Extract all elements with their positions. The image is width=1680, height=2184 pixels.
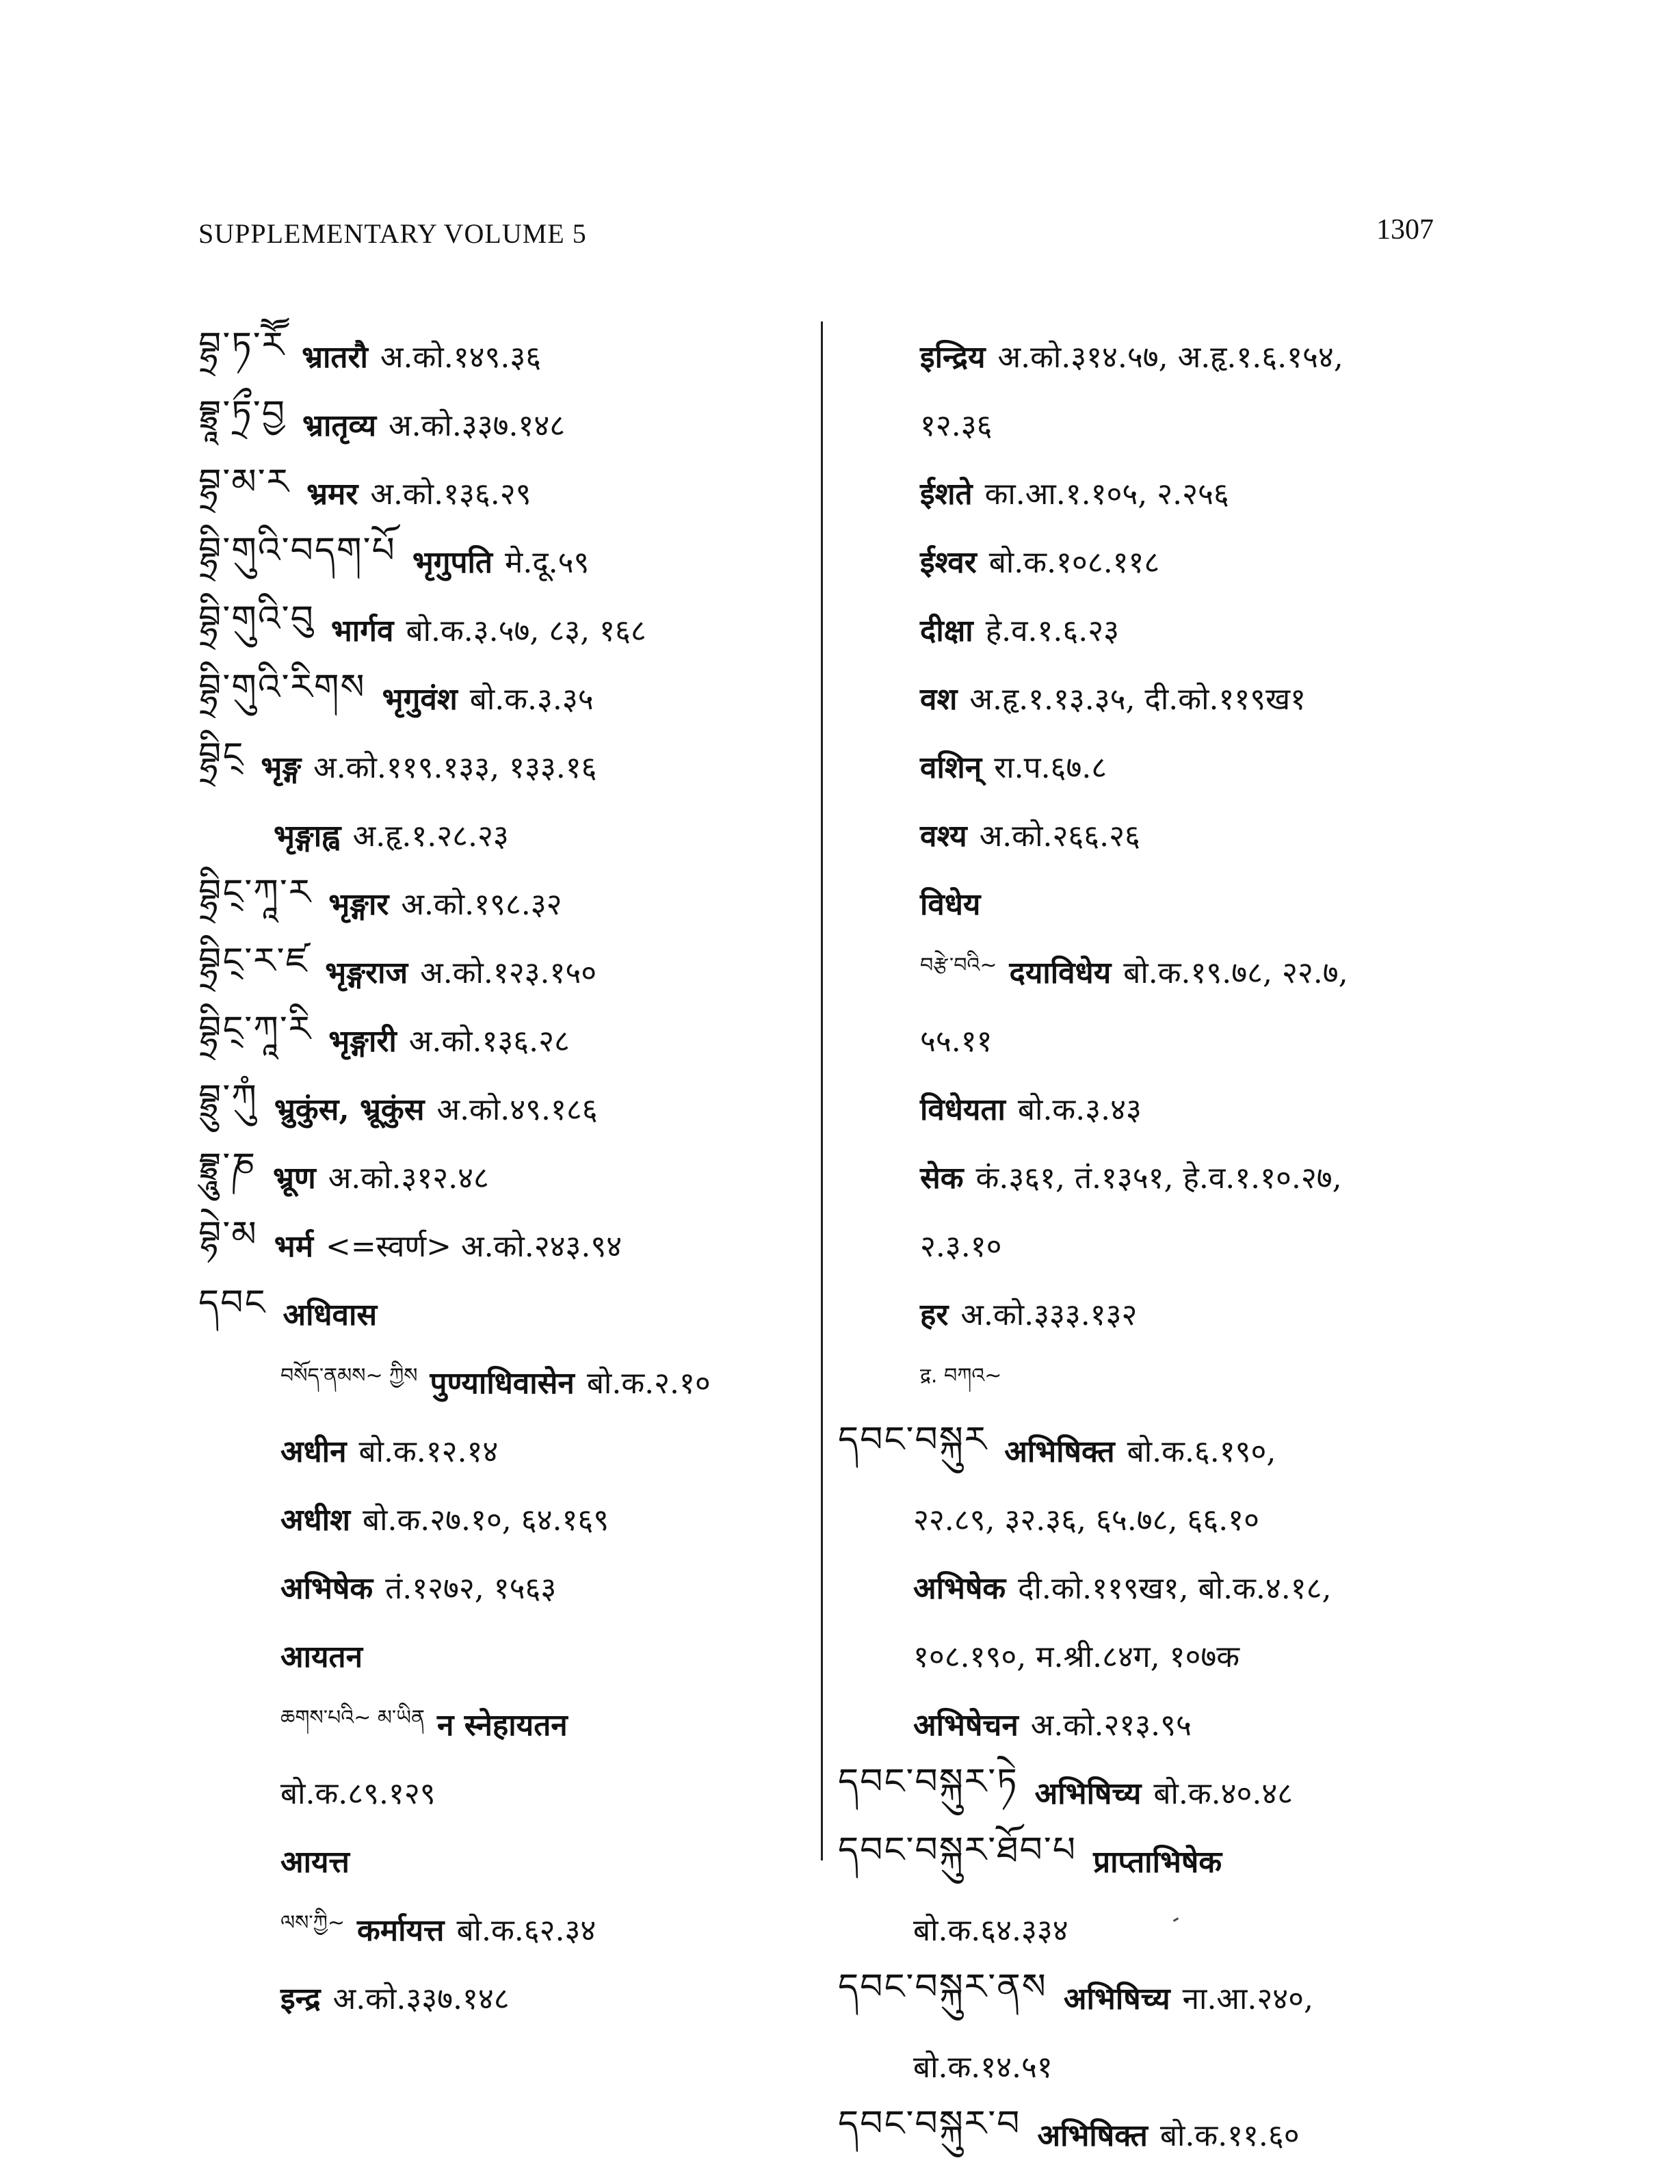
source-reference: बो.क.३.४३ xyxy=(1017,1092,1142,1127)
entry-line xyxy=(198,1895,814,1963)
entry-line xyxy=(838,1621,1454,1689)
sanskrit-term: भृङ्ग xyxy=(261,750,302,785)
source-reference: तं.१२७२, १५६३ xyxy=(385,1571,557,1606)
source-reference: बो.क.६.१९०, xyxy=(1127,1434,1276,1469)
source-reference: कं.३६१, तं.१३५१, हे.व.१.१०.२७, xyxy=(975,1161,1342,1196)
tibetan-headword: བྷྲིང྄་ཀཱ་ར xyxy=(198,872,313,913)
entry-line xyxy=(838,1005,1454,1074)
sanskrit-term: भृङ्गराज xyxy=(325,956,408,990)
entry-line xyxy=(198,1758,814,1826)
tibetan-headword: བྷྲཱུ་ཎ xyxy=(198,1146,257,1187)
tibetan-headword: བྷྲིང྄ xyxy=(198,735,245,776)
tibetan-headword: བྷྲིང྄་ར་ཛ xyxy=(198,940,309,982)
sanskrit-term: भ्रमर xyxy=(306,477,358,512)
sanskrit-term: दीक्षा xyxy=(920,614,973,648)
tibetan-headword: བྷྲི་གུའི་བུ xyxy=(198,598,315,640)
tibetan-headword: བྷྲི་གུའི་རིགས xyxy=(198,667,366,708)
entry-line xyxy=(838,1963,1454,2031)
source-reference: ५५.११ xyxy=(920,1024,993,1059)
entry-line xyxy=(198,390,814,458)
sanskrit-term: अभिषिक्त xyxy=(1004,1434,1115,1469)
source-reference: बो.क.२.१० xyxy=(586,1366,711,1401)
sanskrit-term: भ्रूण xyxy=(272,1161,316,1196)
entry-line xyxy=(198,1142,814,1211)
source-reference: अ.को.३३७.१४८ xyxy=(332,1982,510,2016)
sanskrit-term: अधीन xyxy=(280,1434,347,1469)
tibetan-compound: द्र. བཀའ~ xyxy=(920,1364,1002,1388)
entry-line xyxy=(838,321,1454,390)
sanskrit-term: ईश्वर xyxy=(920,545,977,580)
sanskrit-term: वश xyxy=(920,682,958,717)
entry-line xyxy=(198,1689,814,1758)
entry-line xyxy=(838,2100,1454,2168)
sanskrit-term: न स्नेहायतन xyxy=(436,1708,568,1743)
entry-line xyxy=(838,663,1454,732)
source-reference: रा.प.६७.८ xyxy=(994,750,1107,785)
sanskrit-term: अभिषेचन xyxy=(913,1708,1019,1743)
sanskrit-term: इन्द्रिय xyxy=(920,340,986,375)
sanskrit-term: इन्द्र xyxy=(280,1982,321,2016)
source-reference: अ.को.३३७.१४८ xyxy=(389,408,566,443)
running-head: SUPPLEMENTARY VOLUME 5 xyxy=(198,218,587,249)
sanskrit-term: भृङ्गारी xyxy=(328,1024,397,1059)
entry-line xyxy=(198,1416,814,1484)
entry-line xyxy=(838,390,1454,458)
tibetan-headword: བྷྲིང྄་ཀཱ་རི xyxy=(198,1009,313,1050)
source-reference: बो.क.१०८.११८ xyxy=(988,545,1160,580)
sanskrit-term: प्राप्ताभिषेक xyxy=(1093,1845,1222,1880)
sanskrit-term: विधेयता xyxy=(920,1092,1006,1127)
source-reference: मे.दू.५९ xyxy=(505,545,590,580)
source-reference: १०८.१९०, म.श्री.८४ग, १०७क xyxy=(913,1640,1240,1674)
sanskrit-term: सेक xyxy=(920,1161,964,1196)
sanskrit-term: आयत्त xyxy=(280,1845,350,1880)
tibetan-headword: བྷྲཱ་ཏྲྀ་བྱ xyxy=(198,393,287,434)
tibetan-headword: བྷྲ་ཏ་རཽ xyxy=(198,325,286,366)
source-reference: हे.व.१.६.२३ xyxy=(985,614,1120,648)
sanskrit-term: अभिषेक xyxy=(913,1571,1006,1606)
source-reference: दी.को.११९ख१, बो.क.४.१८, xyxy=(1018,1571,1332,1606)
source-reference: अ.हृ.१.१३.३५, दी.को.११९ख१ xyxy=(969,682,1306,717)
source-reference: बो.क.१४.५१ xyxy=(913,2050,1053,2085)
sanskrit-term: अभिषिच्य xyxy=(1063,1982,1170,2016)
entry-line xyxy=(838,1826,1454,1895)
tibetan-headword: དབང་བསྐུར་ཐོབ་པ xyxy=(838,1830,1077,1871)
entry-line xyxy=(198,1484,814,1553)
tibetan-compound: ལས་ཀྱི~ xyxy=(280,1911,345,1935)
entry-line xyxy=(838,800,1454,869)
tibetan-headword: དབང་བསྐུར་ནས xyxy=(838,1966,1047,2008)
source-reference: २२.८९, ३२.३६, ६५.७८, ६६.१० xyxy=(913,1503,1259,1538)
left-column xyxy=(198,321,814,2031)
source-reference: अ.को.१९८.३२ xyxy=(401,887,562,922)
sanskrit-term: भ्रातृव्य xyxy=(302,408,377,443)
entry-line xyxy=(838,1142,1454,1211)
entry-line xyxy=(838,937,1454,1005)
source-reference: बो.क.१२.१४ xyxy=(358,1434,499,1469)
sanskrit-term: भृङ्गार xyxy=(328,887,389,922)
sanskrit-term: भृगुपति xyxy=(412,545,493,580)
source-reference: २.३.१० xyxy=(920,1229,1002,1264)
source-reference: अ.को.१२३.१५० xyxy=(420,956,597,990)
source-reference: बो.क.४०.४८ xyxy=(1153,1776,1294,1811)
source-reference: बो.क.११.६० xyxy=(1159,2118,1300,2153)
tibetan-headword: བྷྲུ་ཀུཾ xyxy=(198,1077,258,1118)
source-reference: अ.को.११९.१३३, १३३.१६ xyxy=(313,750,597,785)
source-reference: अ.को.३१२.४८ xyxy=(328,1161,489,1196)
tibetan-headword: བྷྲི་གུའི་བདག་པོ xyxy=(198,530,396,571)
entry-line xyxy=(198,1826,814,1895)
source-reference: <=स्वर्ण> अ.को.२४३.९४ xyxy=(326,1229,622,1264)
sanskrit-term: अभिषिच्य xyxy=(1034,1776,1142,1811)
entry-line xyxy=(198,1279,814,1347)
sanskrit-term: भार्गव xyxy=(330,614,394,648)
entry-line xyxy=(838,527,1454,595)
entry-line xyxy=(198,1621,814,1689)
source-reference: का.आ.१.१०५, २.२५६ xyxy=(984,477,1229,512)
source-reference: बो.क.६२.३४ xyxy=(456,1913,596,1948)
source-reference: अ.को.३१४.५७, अ.हृ.१.६.१५४, xyxy=(997,340,1343,375)
source-reference: अ.को.१३६.२९ xyxy=(370,477,531,512)
entry-line xyxy=(838,869,1454,937)
tibetan-headword: དབང་བསྐུར་ཏེ xyxy=(838,1761,1019,1802)
entry-line xyxy=(838,1211,1454,1279)
source-reference: बो.क.८९.१२९ xyxy=(280,1776,436,1811)
sanskrit-term: भ्रातरौ xyxy=(302,340,368,375)
source-reference: अ.को.२१३.९५ xyxy=(1030,1708,1192,1743)
sanskrit-term: वशिन् xyxy=(920,750,982,785)
entry-line xyxy=(838,1553,1454,1621)
tibetan-headword: དབང xyxy=(198,1282,267,1324)
entry-line xyxy=(198,1553,814,1621)
source-reference: अ.हृ.१.२८.२३ xyxy=(352,819,509,854)
sanskrit-term: दयाविधेय xyxy=(1009,956,1112,990)
sanskrit-term: हर xyxy=(920,1298,949,1332)
sanskrit-term: भर्म xyxy=(274,1229,314,1264)
tibetan-headword: བྷེ་མ xyxy=(198,1214,258,1255)
page-header xyxy=(198,214,1434,259)
tibetan-headword: བྷྲ་མ་ར xyxy=(198,462,291,503)
sanskrit-term: अधिवास xyxy=(283,1298,378,1332)
sanskrit-term: भृगुवंश xyxy=(382,682,458,717)
source-reference: बो.क.२७.१०, ६४.१६९ xyxy=(363,1503,609,1538)
sanskrit-term: अधीश xyxy=(280,1503,350,1538)
entry-line xyxy=(198,663,814,732)
sanskrit-term: आयतन xyxy=(280,1640,363,1674)
source-reference: बो.क.१९.७८, २२.७, xyxy=(1123,956,1348,990)
tibetan-headword: དབང་བསྐུར་བ xyxy=(838,2103,1021,2144)
tibetan-compound: བརྩེ་བའི~ xyxy=(920,953,997,977)
source-reference: अ.को.१३६.२८ xyxy=(408,1024,570,1059)
source-reference: बो.क.३.३५ xyxy=(469,682,594,717)
entry-line xyxy=(198,321,814,390)
column-divider xyxy=(821,321,823,1860)
entry-line xyxy=(198,1347,814,1416)
page-number: 1307 xyxy=(1376,214,1434,246)
source-reference: १२.३६ xyxy=(920,408,993,443)
entry-line xyxy=(198,1211,814,1279)
sanskrit-term: अभिषेक xyxy=(280,1571,373,1606)
sanskrit-term: भृङ्गाह्व xyxy=(274,819,341,854)
source-reference: बो.क.३.५७, ८३, १६८ xyxy=(406,614,646,648)
sanskrit-term: अभिषिक्त xyxy=(1037,2118,1148,2153)
tibetan-headword: དབང་བསྐུར xyxy=(838,1419,988,1460)
entry-line xyxy=(838,1074,1454,1142)
source-reference: अ.को.१४९.३६ xyxy=(380,340,542,375)
entry-line xyxy=(838,1279,1454,1347)
sanskrit-term: विधेय xyxy=(920,887,981,922)
sanskrit-term: वश्य xyxy=(920,819,967,854)
tibetan-compound: ཆགས་པའི~ མ་ཡིན xyxy=(280,1706,425,1730)
source-reference: ना.आ.२४०, xyxy=(1182,1982,1314,2016)
entry-line xyxy=(838,732,1454,800)
sanskrit-term: पुण्याधिवासेन xyxy=(430,1366,575,1401)
entry-line xyxy=(838,595,1454,663)
sanskrit-term: भ्रुकुंस, भ्रूकुंस xyxy=(274,1092,425,1127)
sanskrit-term: कर्मायत्त xyxy=(357,1913,445,1948)
source-reference: बो.क.६४.३३४ xyxy=(913,1913,1068,1948)
entry-line xyxy=(838,1416,1454,1484)
entry-line xyxy=(838,458,1454,527)
entry-line xyxy=(198,1963,814,2031)
tibetan-compound: བསོད་ནམས~ ཀྱིས xyxy=(280,1364,418,1388)
source-reference: अ.को.३३३.१३२ xyxy=(960,1298,1138,1332)
sanskrit-term: ईशते xyxy=(920,477,973,512)
source-reference: अ.को.४९.१८६ xyxy=(436,1092,598,1127)
entry-line xyxy=(198,1005,814,1074)
right-column xyxy=(838,321,1454,2168)
source-reference: अ.को.२६६.२६ xyxy=(979,819,1140,854)
